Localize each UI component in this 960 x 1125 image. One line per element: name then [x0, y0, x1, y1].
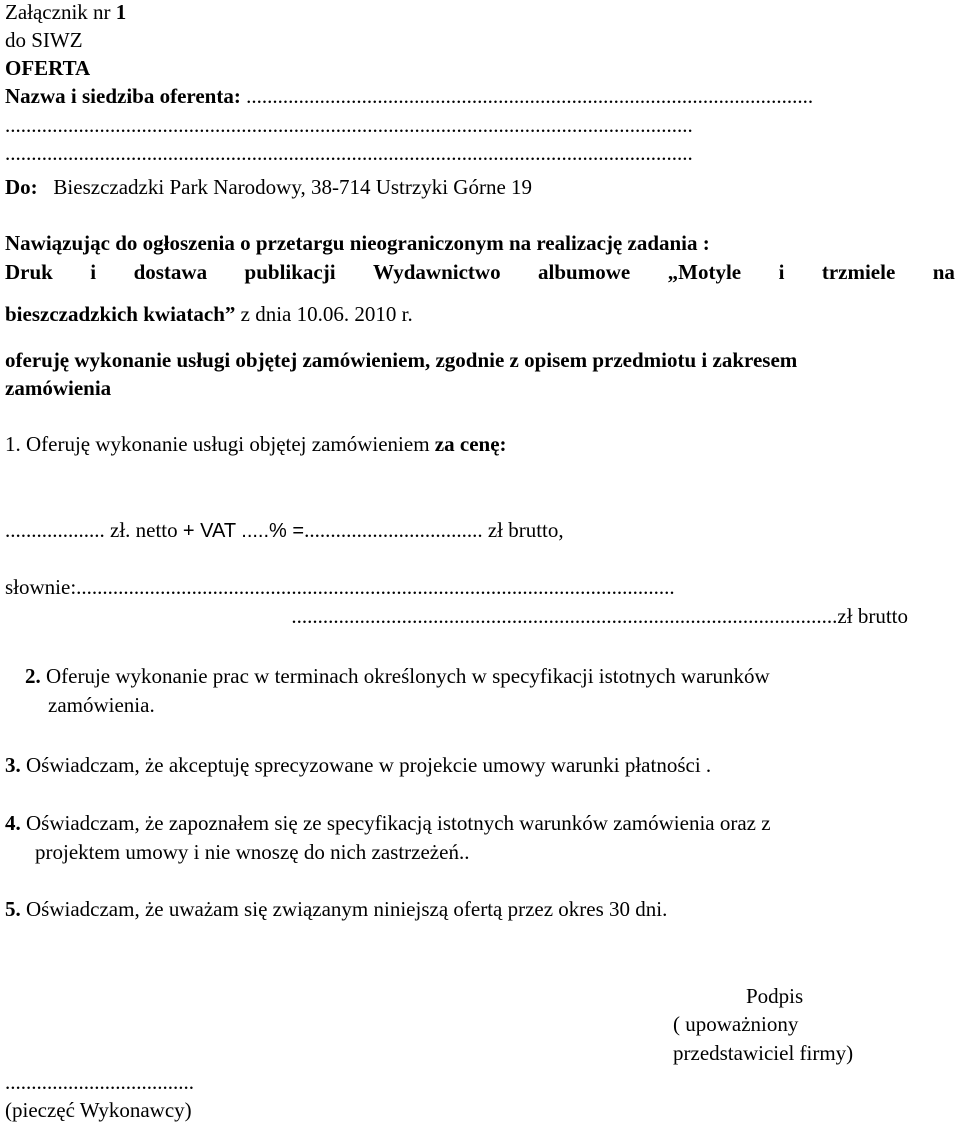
- bidder-dots: ............................................................................................................: [246, 84, 814, 108]
- net-label: zł. netto: [104, 518, 183, 542]
- project-title-word: na: [932, 260, 955, 284]
- item-5-number: 5.: [5, 897, 21, 921]
- stamp-label: (pieczęć Wykonawcy): [5, 1098, 192, 1122]
- reference-line-1: Nawiązując do ogłoszenia o przetargu nieograniczonym na realizację zadania :: [5, 231, 710, 255]
- item-4-continuation: projektem umowy i nie wnoszę do nich zastrzeżeń..: [35, 840, 470, 864]
- item-3-text: Oświadczam, że akceptuję sprecyzowane w projekcie umowy warunki płatności .: [20, 753, 712, 777]
- bidder-name-line: [5, 86, 955, 107]
- bidder-label: Nazwa i siedziba oferenta:: [5, 84, 247, 108]
- signature-label: Podpis: [746, 984, 804, 1008]
- offer-statement-line-2: zamówienia: [5, 376, 112, 400]
- price-line: [5, 520, 564, 541]
- signature-representative: przedstawiciel firmy): [673, 1041, 854, 1065]
- attachment-number: 1: [115, 0, 127, 24]
- signature-authorized: ( upoważniony: [673, 1012, 799, 1036]
- project-title-word: dostawa: [133, 260, 208, 284]
- gross-label: zł brutto,: [482, 518, 564, 542]
- item-2: [25, 666, 770, 687]
- price-in-words-dots-2: ........................................................................................................: [291, 604, 838, 628]
- stamp-dots: ....................................: [5, 1070, 194, 1094]
- item-4-number: 4.: [5, 811, 21, 835]
- item-1: [5, 434, 507, 455]
- reference-line-3: [5, 304, 413, 325]
- project-title-word: publikacji: [244, 260, 336, 284]
- vat-label: + VAT .....% =: [182, 520, 305, 542]
- reference-date: z dnia 10.06. 2010 r.: [235, 302, 413, 326]
- recipient-value: Bieszczadzki Park Narodowy, 38-714 Ustrzyki Górne 19: [53, 175, 533, 199]
- item-3-number: 3.: [5, 753, 21, 777]
- project-title-word: trzmiele: [821, 260, 896, 284]
- price-in-words-currency: zł brutto: [837, 604, 908, 628]
- project-title-word: Druk: [5, 260, 53, 284]
- item-2-number: 2.: [25, 664, 41, 688]
- item-3: [5, 755, 711, 776]
- offer-title: OFERTA: [5, 56, 91, 80]
- bidder-dots-line-3: ...................................................................................................................................: [5, 143, 693, 164]
- offer-statement-line-1: oferuję wykonanie usługi objętej zamówieniem, zgodnie z opisem przedmiotu i zakresem: [5, 348, 798, 372]
- item-5: [5, 899, 667, 920]
- reference-line-2: [5, 262, 955, 283]
- price-in-words-line-2: [5, 606, 908, 627]
- net-price-dots: ...................: [5, 518, 105, 542]
- attachment-label: Załącznik nr: [5, 0, 116, 24]
- item-1-price-label: za cenę:: [434, 432, 507, 456]
- project-title-word: „Motyle: [667, 260, 742, 284]
- project-title-word: i: [90, 260, 97, 284]
- item-1-text: 1. Oferuję wykonanie usługi objętej zamówieniem: [5, 432, 435, 456]
- recipient-label: Do:: [5, 175, 38, 199]
- price-in-words-label: słownie:: [5, 577, 77, 598]
- item-2-continuation: zamówienia.: [48, 693, 155, 717]
- gross-price-dots: ..................................: [304, 518, 483, 542]
- price-in-words-line: [5, 577, 955, 598]
- item-5-text: Oświadczam, że uważam się związanym niniejszą ofertą przez okres 30 dni.: [20, 897, 668, 921]
- siwz-label: do SIWZ: [5, 28, 83, 52]
- project-title-word: Wydawnictwo: [373, 260, 501, 284]
- item-2-text: Oferuje wykonanie prac w terminach określonych w specyfikacji istotnych warunków: [40, 664, 770, 688]
- project-title-word: albumowe: [538, 260, 631, 284]
- attachment-heading: [5, 2, 126, 23]
- project-title-end: bieszczadzkich kwiatach”: [5, 302, 236, 326]
- item-4-text: Oświadczam, że zapoznałem się ze specyfikacją istotnych warunków zamówienia oraz z: [20, 811, 771, 835]
- bidder-dots-line-2: ...................................................................................................................................: [5, 115, 693, 136]
- item-4: [5, 813, 771, 834]
- price-in-words-dots: ..................................................................................................................: [76, 577, 675, 598]
- project-title-word: i: [778, 260, 785, 284]
- recipient-line: [5, 177, 532, 198]
